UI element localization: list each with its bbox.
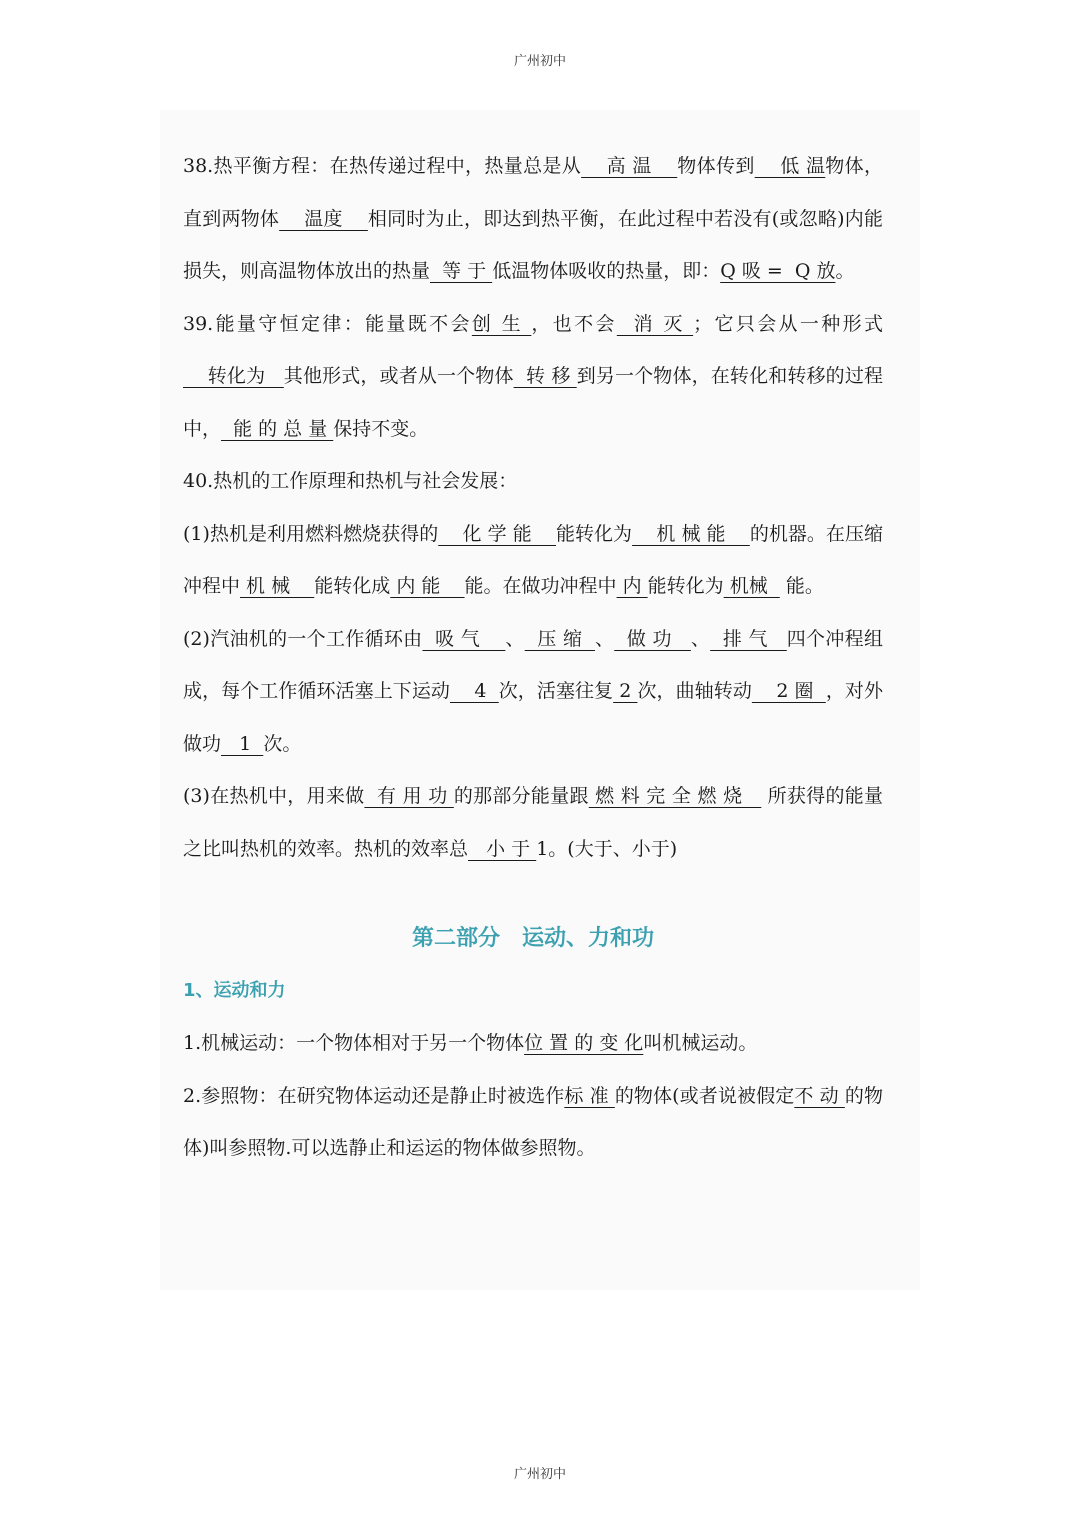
answer-blank: 1 [221, 732, 264, 755]
item-40-3 [183, 770, 883, 875]
text: 的物体(或者说被假定 [614, 1084, 795, 1107]
text: 、 [505, 627, 525, 650]
text: 能转化为 [647, 575, 724, 597]
text: 到另一个物体，在转化和转移的过程中， [183, 365, 883, 440]
answer-blank: 排 气 [710, 627, 787, 650]
answer-blank: 吸 气 [422, 627, 506, 650]
text: 次，活塞往复 [498, 680, 614, 702]
text: 次。 [263, 732, 302, 755]
text: 的机器。在压缩冲程中 [183, 522, 883, 597]
subsection-title: 1、运动和力 [183, 980, 286, 1001]
answer-blank: 温度 [279, 207, 368, 230]
answer-blank: 做 功 [614, 627, 691, 650]
text: 四个冲程组成，每个工作循环活塞上下运动 [183, 627, 883, 702]
answer-blank: 4 [449, 680, 499, 702]
answer-blank: 内 能 [390, 575, 465, 597]
answer-blank: 能 的 总 量 [221, 417, 334, 440]
answer-blank: 不 动 [794, 1084, 845, 1107]
text: 低温物体吸收的热量，即： [492, 260, 721, 282]
answer-blank: 转化为 [183, 365, 284, 387]
text: 保持不变。 [333, 417, 429, 440]
page-header: 广州初中 [513, 54, 566, 69]
answer-blank: 低 温 [754, 155, 826, 177]
text: 叫机械运动。 [643, 1032, 758, 1054]
text: ，对外做功 [183, 680, 883, 755]
text: 1.机械运动：一个物体相对于另一个物体 [183, 1032, 525, 1054]
answer-blank: 燃 料 完 全 燃 烧 [588, 785, 762, 807]
answer-blank: 等 于 [430, 260, 493, 282]
answer-blank: 内 [616, 575, 648, 597]
text: 1。(大于、小于) [536, 837, 678, 860]
answer-blank: 化 学 能 [438, 522, 556, 545]
answer-blank: 机 械 能 [632, 522, 750, 545]
answer-blank: 消 灭 [616, 312, 694, 335]
text: ，也不会 [531, 312, 617, 335]
section-title: 第二部分 运动、力和功 [411, 926, 654, 951]
text: 其他形式，或者从一个物体 [283, 365, 514, 387]
answer-blank: 转 移 [513, 365, 577, 387]
answer-blank: 机 械 [240, 575, 315, 597]
text: 相同时为止，即达到热平衡，在此过程中若没有(或忽略)内能损失，则高温物体放出的热量 [183, 207, 883, 282]
answer-blank: 2 圈 [751, 680, 826, 702]
text: 次，曲轴转动 [637, 680, 752, 702]
answer-blank: 标 准 [564, 1084, 615, 1107]
item-40-title: 40.热机的工作原理和热机与社会发展： [183, 470, 518, 492]
document-body [183, 140, 883, 1175]
item-2-reference-object [183, 1070, 883, 1175]
item-40-1 [183, 508, 883, 613]
text: 39.能量守恒定律：能量既不会 [183, 312, 472, 335]
text: 能转化为 [555, 522, 633, 545]
text: 所获得的能量之比叫热机的效率。热机的效率总 [183, 785, 883, 860]
item-38-heat-balance [183, 140, 883, 298]
text: 能。 [779, 575, 824, 597]
text: (2)汽油机的一个工作循环由 [183, 627, 423, 650]
text: ；它只会从一种形式 [693, 312, 883, 335]
answer-blank: 压 缩 [524, 627, 595, 650]
item-39-energy-conservation [183, 298, 883, 456]
answer-blank: 有 用 功 [364, 785, 454, 807]
text: 能转化成 [314, 575, 391, 597]
answer-blank: 创 生 [471, 312, 532, 335]
text: 2.参照物：在研究物体运动还是静止时被选作 [183, 1084, 565, 1107]
answer-blank: 机械 [723, 575, 780, 597]
answer-blank: 高 温 [581, 155, 678, 177]
text: (1)热机是利用燃料燃烧获得的 [183, 522, 439, 545]
item-1-mechanical-motion [183, 1017, 883, 1070]
answer-blank: Q 吸 = Q 放 [720, 260, 836, 282]
text: 物体，直到两物体 [183, 155, 883, 230]
answer-blank: 小 于 [468, 837, 537, 860]
text: (3)在热机中，用来做 [183, 785, 365, 807]
text: 能。在做功冲程中 [464, 575, 617, 597]
text: 物体传到 [677, 155, 755, 177]
text: 38.热平衡方程：在热传递过程中，热量总是从 [183, 155, 582, 177]
item-40-2 [183, 613, 883, 771]
text: 。 [835, 260, 855, 282]
answer-blank: 位 置 的 变 化 [524, 1032, 644, 1054]
text: 、 [594, 627, 615, 650]
text: 的物体)叫参照物.可以选静止和运运的物体做参照物。 [183, 1084, 883, 1159]
page-footer: 广州初中 [513, 1467, 566, 1482]
text: 、 [690, 627, 711, 650]
answer-blank: 2 [613, 680, 638, 702]
text: 的那部分能量跟 [453, 785, 589, 807]
